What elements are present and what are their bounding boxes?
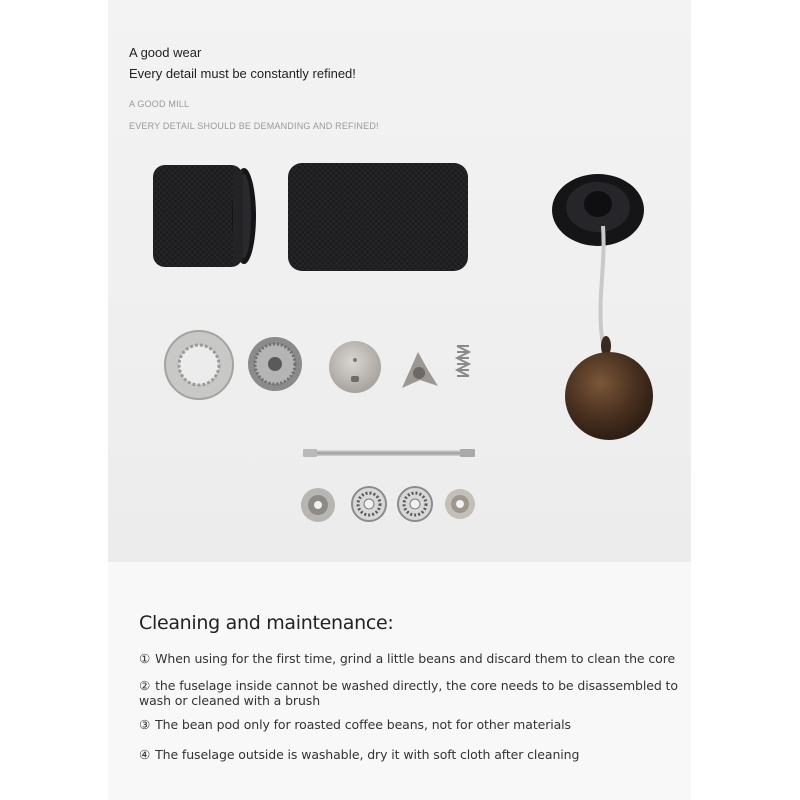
caption-line-2: Every detail must be constantly refined! [129,66,356,81]
item-number: ④ [139,747,151,762]
bearing-icon [352,487,386,521]
item-text: The bean pod only for roasted coffee beans, not for other materials [155,717,571,732]
drive-shaft-icon [303,449,475,457]
maintenance-item [139,651,679,666]
crank-handle-icon [552,174,653,440]
bearing-icon [398,487,432,521]
maintenance-item [139,678,679,708]
bean-pod-cylinder-icon [153,165,256,267]
caption-line-1: A good wear [129,45,202,60]
caption-line-3: A GOOD MILL [129,99,190,109]
item-text: When using for the first time, grind a little beans and discard them to clean the core [155,651,676,666]
adjustment-disk-icon [329,341,381,393]
grinder-body-cylinder-icon [288,163,468,271]
washer-icon [445,489,475,519]
washer-icon [301,488,335,522]
item-number: ① [139,651,151,666]
item-text: The fuselage outside is washable, dry it with soft cloth after cleaning [155,747,580,762]
tri-spoke-nut-icon [402,352,438,388]
item-number: ③ [139,717,151,732]
caption-line-4: EVERY DETAIL SHOULD BE DEMANDING AND REFINED! [129,121,379,131]
maintenance-heading: Cleaning and maintenance: [139,612,394,634]
spring-icon [457,346,469,376]
item-text: the fuselage inside cannot be washed directly, the core needs to be disassembled to wash or cleaned with a brush [139,678,678,708]
maintenance-item [139,747,679,762]
item-number: ② [139,678,151,693]
outer-burr-ring-icon [165,331,233,399]
maintenance-item [139,717,679,732]
inner-burr-icon [248,337,302,391]
